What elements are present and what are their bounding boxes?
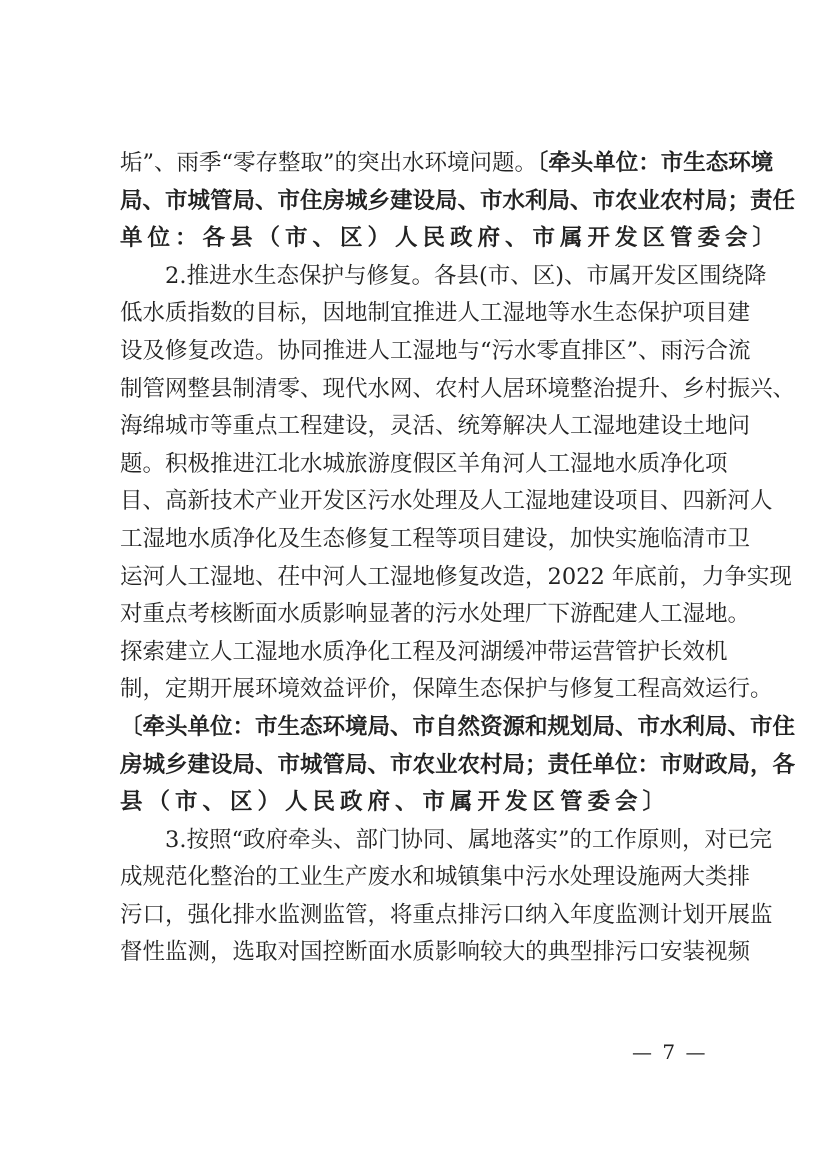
body-text: 制管网整县制清零、现代水网、农村人居环境整治提升、乡村振兴、 <box>120 375 796 402</box>
responsibility-text: 〔牵头单位：市生态环境局、市自然资源和规划局、市水利局、市住 <box>120 713 796 740</box>
body-text: 污口，强化排水监测监管，将重点排污口纳入年度监测计划开展监 <box>120 901 773 928</box>
body-text: 运河人工湿地、茌中河人工湿地修复改造，2022 年底前，力争实现 <box>120 563 792 590</box>
responsibility-text: 县（市、区）人民政府、市属开发区管委会〕 <box>120 789 671 816</box>
text-line <box>120 559 792 597</box>
responsibility-text: 单位：各县（市、区）人民政府、市属开发区管委会〕 <box>120 225 781 252</box>
text-line <box>120 859 751 897</box>
body-text: 设及修复改造。协同推进人工湿地与“污水零直排区”、雨污合流 <box>120 337 751 364</box>
body-text: 2.推进水生态保护与修复。各县(市、区)、市属开发区围绕降 <box>165 262 767 289</box>
body-text: 工湿地水质净化及生态修复工程等项目建设，加快实施临清市卫 <box>120 525 751 552</box>
body-text: 成规范化整治的工业生产废水和城镇集中污水处理设施两大类排 <box>120 864 751 891</box>
document-body <box>120 145 796 972</box>
text-line <box>120 596 751 634</box>
text-line <box>120 784 710 822</box>
body-text: 督性监测，选取对国控断面水质影响较大的典型排污口安装视频 <box>120 939 751 966</box>
body-text: 低水质指数的目标，因地制宜推进人工湿地等水生态保护项目建 <box>120 300 751 327</box>
text-line <box>120 371 796 409</box>
text-line <box>120 258 767 296</box>
text-line <box>120 709 796 747</box>
text-line <box>120 747 796 785</box>
body-text: 垢”、雨季“零存整取”的突出水环境问题。 <box>120 150 538 176</box>
text-line <box>120 521 751 559</box>
responsibility-text: 局、市城管局、市住房城乡建设局、市水利局、市农业农村局；责任 <box>120 187 796 214</box>
text-line <box>120 408 751 446</box>
text-line <box>120 145 774 183</box>
responsibility-text: 房城乡建设局、市城管局、市农业农村局；责任单位：市财政局，各 <box>120 751 796 778</box>
text-line <box>120 822 772 860</box>
text-line <box>120 220 781 258</box>
body-text: 对重点考核断面水质影响显著的污水处理厂下游配建人工湿地。 <box>120 601 751 628</box>
body-text: 题。积极推进江北水城旅游度假区羊角河人工湿地水质净化项 <box>120 450 728 477</box>
body-text: 海绵城市等重点工程建设，灵活、统筹解决人工湿地建设土地问 <box>120 413 751 440</box>
text-line <box>120 934 751 972</box>
body-text: 3.按照“政府牵头、部门协同、属地落实”的工作原则，对已完 <box>165 826 772 853</box>
text-line <box>120 446 728 484</box>
body-text: 制，定期开展环境效益评价，保障生态保护与修复工程高效运行。 <box>120 676 773 703</box>
text-line <box>120 295 751 333</box>
text-line <box>120 333 751 371</box>
text-line <box>120 183 796 221</box>
body-text: 探索建立人工湿地水质净化工程及河湖缓冲带运营管护长效机 <box>120 638 728 665</box>
responsibility-text: 〔牵头单位：市生态环境 <box>537 150 774 176</box>
text-line <box>120 634 728 672</box>
text-line <box>120 483 773 521</box>
text-line <box>120 897 773 935</box>
body-text: 目、高新技术产业开发区污水处理及人工湿地建设项目、四新河人 <box>120 488 773 515</box>
page-number: — 7 — <box>632 1040 708 1064</box>
text-line <box>120 671 773 709</box>
